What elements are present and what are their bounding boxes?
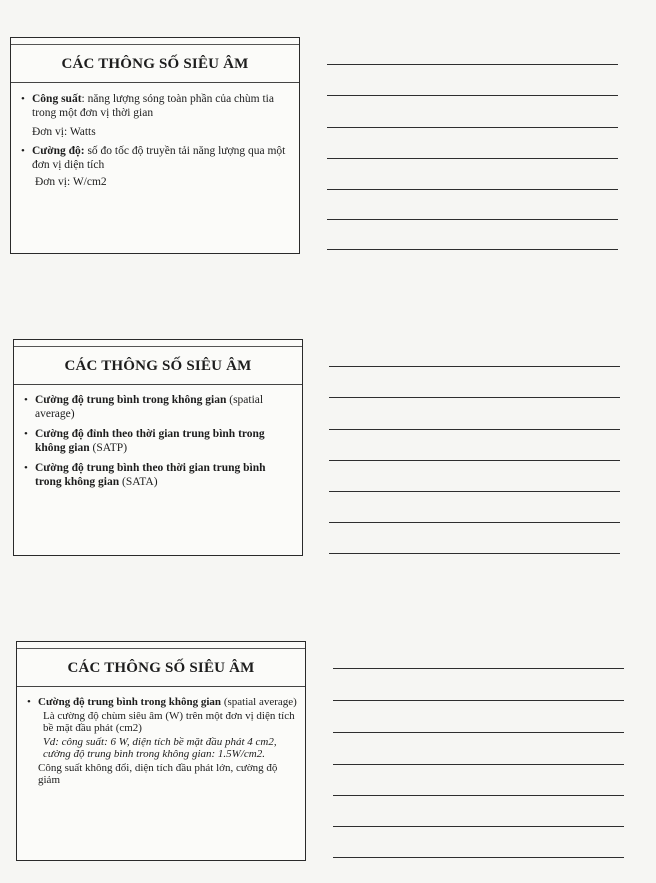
title-separator (17, 686, 305, 687)
bullet-text: (spatial average) (35, 394, 264, 420)
note-line (327, 189, 618, 190)
slide-title: CÁC THÔNG SỐ SIÊU ÂM (67, 660, 255, 676)
bullet-label: Cường độ: (32, 145, 85, 157)
bullet-satp (24, 427, 294, 455)
note-line (329, 397, 620, 398)
slide-content (21, 92, 291, 189)
note-line (333, 764, 624, 765)
note-line (333, 857, 624, 858)
bullet-label: Cường độ trung bình trong không gian (35, 394, 227, 406)
note-line (327, 219, 618, 220)
slide-top-line (11, 44, 299, 45)
bullet-power (21, 92, 291, 120)
note-line (327, 64, 618, 65)
note-line (329, 553, 620, 554)
note-line (329, 522, 620, 523)
note-line (327, 249, 618, 250)
note-line (329, 366, 620, 367)
bullet-text: số đo tốc độ truyền tải năng lượng qua một đơn vị diện tích (32, 145, 286, 171)
note-line (333, 700, 624, 701)
slide-1 (10, 37, 300, 254)
bullet-spatial-average (24, 393, 294, 421)
note-line (329, 491, 620, 492)
note-line (333, 826, 624, 827)
title-separator (11, 82, 299, 83)
note-line (333, 732, 624, 733)
description: Là cường độ chùm siêu âm (W) trên một đơn vị diện tích bề mặt đầu phát (cm2) (43, 710, 295, 734)
unit-line: Đơn vị: W/cm2 (35, 176, 107, 188)
slide-content (27, 696, 297, 786)
note-line (329, 429, 620, 430)
unit-line: Đơn vị: Watts (32, 126, 96, 138)
bullet-text: : năng lượng sóng toàn phần của chùm tia trong một đơn vị thời gian (32, 93, 274, 119)
title-separator (14, 384, 302, 385)
bullet-label: Cường độ trung bình theo thời gian trung bình trong không gian (35, 462, 266, 488)
slide-3 (16, 641, 306, 861)
slide-content (24, 393, 294, 489)
example: Vd: công suất: 6 W, diện tích bề mặt đầu phát 4 cm2, cường độ trung bình trong không gian: 1.5W/cm2. (43, 736, 277, 760)
bullet-sata (24, 461, 294, 489)
slide-title: CÁC THÔNG SỐ SIÊU ÂM (61, 56, 249, 72)
bullet-label: Công suất (32, 93, 82, 105)
bullet-text: (SATP) (89, 442, 128, 454)
bullet-spatial-average (27, 696, 297, 708)
note-line (333, 795, 624, 796)
bullet-text: (SATA) (119, 476, 158, 488)
slide-2 (13, 339, 303, 556)
note-line (327, 158, 618, 159)
slide-top-line (14, 346, 302, 347)
note-line (333, 668, 624, 669)
bullet-intensity (21, 144, 291, 172)
note-line (327, 95, 618, 96)
slide-top-line (17, 648, 305, 649)
bullet-label: Cường độ đỉnh theo thời gian trung bình trong không gian (35, 428, 265, 454)
note-line (329, 460, 620, 461)
bullet-text: (spatial average) (221, 696, 297, 708)
note: Công suất không đổi, diện tích đầu phát lớn, cường độ giảm (38, 762, 278, 786)
slide-title: CÁC THÔNG SỐ SIÊU ÂM (64, 358, 252, 374)
note-line (327, 127, 618, 128)
bullet-label: Cường độ trung bình trong không gian (38, 696, 222, 708)
